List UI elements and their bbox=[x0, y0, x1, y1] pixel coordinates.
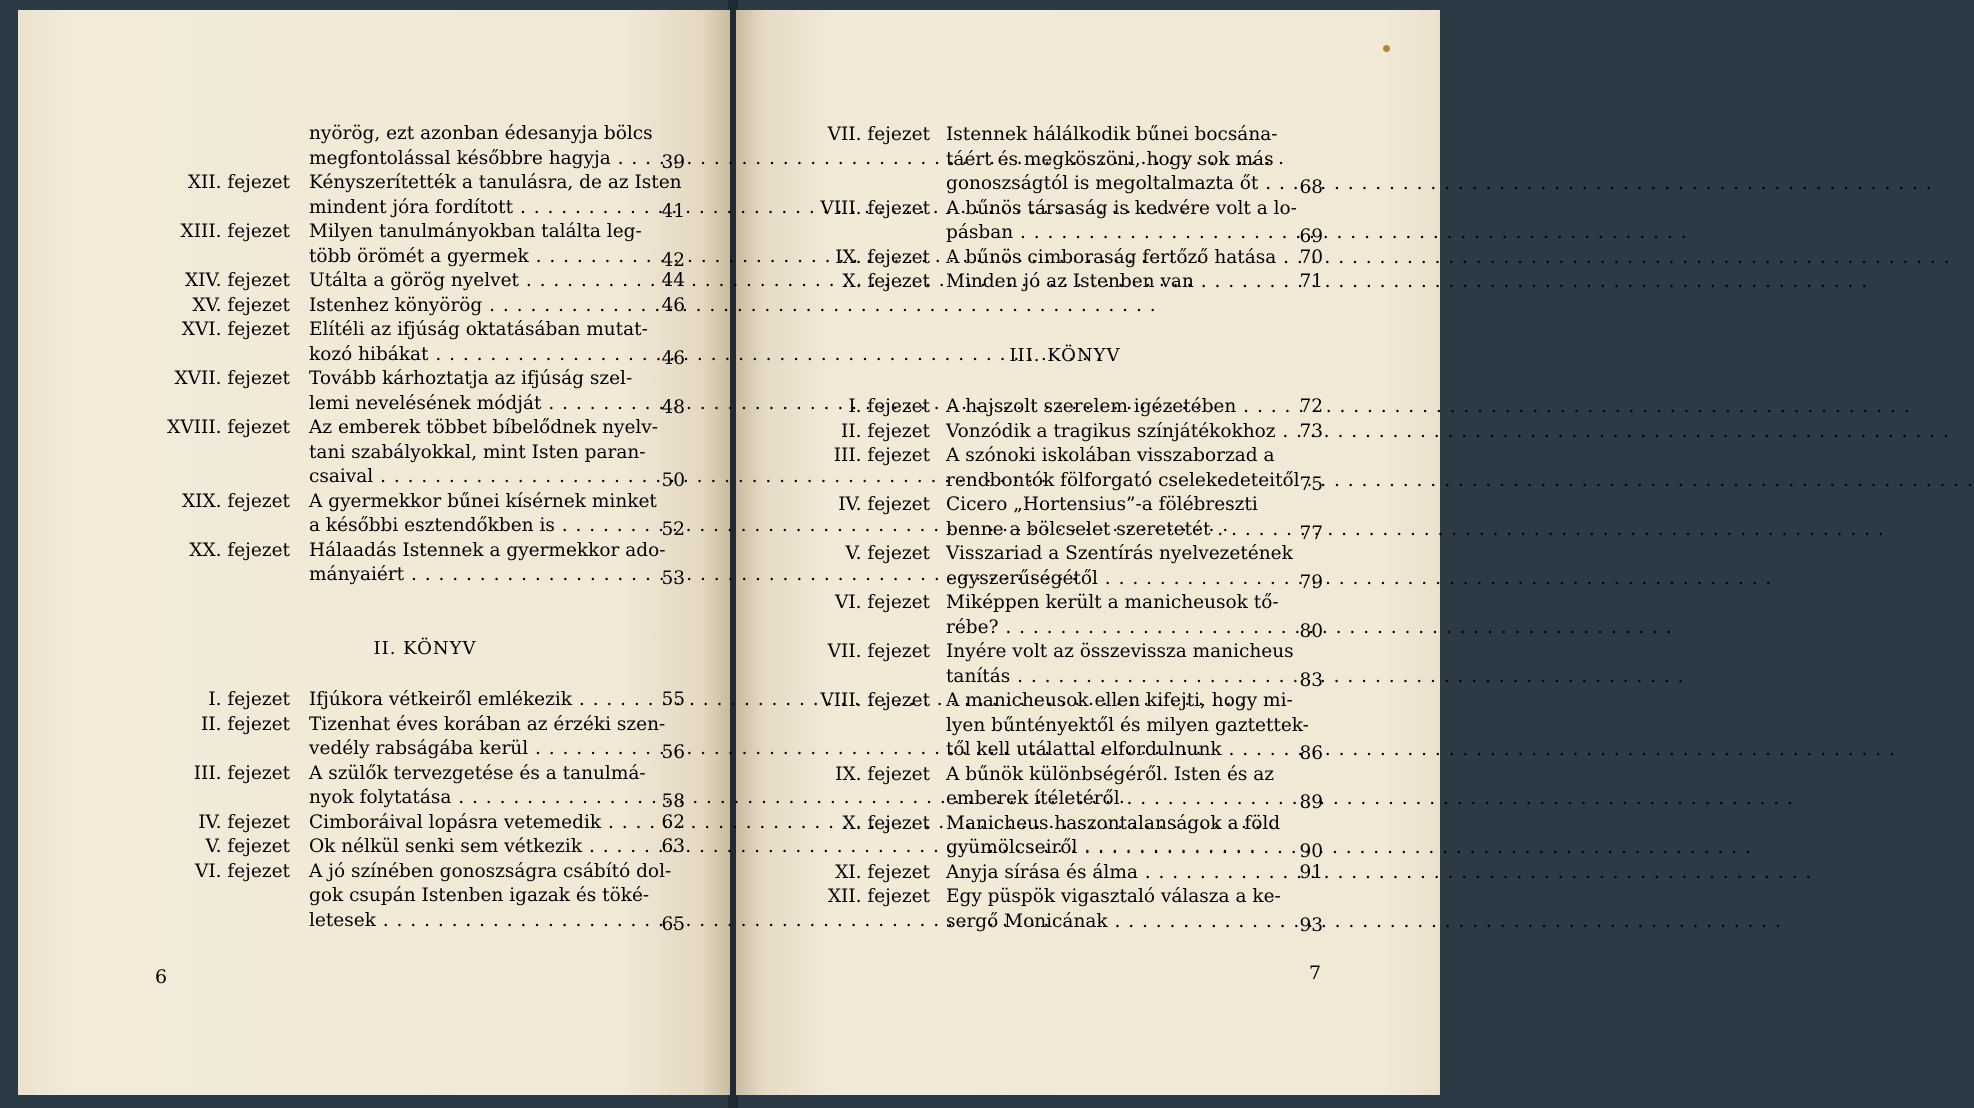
chapter-label: I. fejezet bbox=[848, 396, 930, 417]
toc-entry[interactable] bbox=[0, 246, 1447, 271]
page-reference: 73 bbox=[1299, 420, 1323, 442]
chapter-title-line: től kell utálattal elfordulnunk . . . bbox=[946, 738, 1274, 763]
chapter-title-line: mindent jóra fordított . . . bbox=[309, 196, 632, 221]
chapter-label: XIV. fejezet bbox=[185, 270, 290, 291]
page-reference: 55 bbox=[661, 689, 685, 710]
chapter-label: III. fejezet bbox=[193, 762, 290, 784]
page-reference: 48 bbox=[661, 396, 685, 418]
page-reference: 89 bbox=[1299, 792, 1323, 813]
chapter-title-line: Visszariad a Szentírás nyelvezetének bbox=[946, 543, 1293, 564]
chapter-title-line: A manicheusok ellen kifejti, hogy mi- bbox=[946, 690, 1293, 711]
page-reference: 93 bbox=[1299, 914, 1323, 936]
toc-entry[interactable] bbox=[0, 640, 1447, 689]
page-reference: 77 bbox=[1299, 522, 1323, 544]
page-reference: 70 bbox=[1299, 246, 1323, 268]
chapter-title-line: A bűnös társaság is kedvére volt a lo- bbox=[946, 197, 1297, 219]
right-book-heading: III. KÖNYV bbox=[1009, 345, 1121, 366]
chapter-title-line: rébe? . . . bbox=[946, 616, 1274, 641]
toc-entry[interactable] bbox=[0, 294, 1447, 319]
chapter-title-line: táért és megköszöni, hogy sok más bbox=[946, 148, 1274, 170]
chapter-title-line: Elítéli az ifjúság oktatásában mutat- bbox=[309, 319, 648, 340]
chapter-label: VII. fejezet bbox=[827, 124, 930, 145]
toc-entry[interactable] bbox=[0, 885, 1447, 934]
chapter-title-line: sergő Monicának . . . bbox=[946, 910, 1274, 935]
page-reference: 42 bbox=[661, 249, 685, 271]
chapter-title-line: csaival . . . bbox=[309, 465, 632, 490]
toc-entry[interactable] bbox=[0, 444, 1447, 493]
chapter-label: VI. fejezet bbox=[194, 860, 290, 882]
chapter-title-line: Az emberek többet bíbelődnek nyelv- bbox=[309, 417, 659, 438]
chapter-title-line: Egy püspök vigasztaló válasza a ke- bbox=[946, 886, 1281, 907]
chapter-label: XV. fejezet bbox=[192, 294, 290, 316]
chapter-title-line: A bűnös cimboraság fertőző hatása . . . bbox=[946, 246, 1274, 271]
chapter-label: XIX. fejezet bbox=[181, 490, 290, 512]
toc-entry[interactable] bbox=[0, 591, 1447, 640]
chapter-label: X. fejezet bbox=[842, 812, 930, 834]
page-reference: 90 bbox=[1299, 841, 1323, 862]
chapter-title-line: több örömét a gyermek . . . bbox=[309, 245, 632, 270]
toc-entry[interactable] bbox=[0, 542, 1447, 591]
chapter-title-line: Inyére volt az összevissza manicheus bbox=[946, 641, 1294, 662]
chapter-title-line: Ifjúkora vétkeiről emlékezik . . . bbox=[309, 688, 632, 713]
chapter-title-line: rendbontók fölforgató cselekedeteitől . . . bbox=[946, 469, 1274, 494]
left-page-number: 6 bbox=[155, 966, 168, 988]
toc-entry[interactable] bbox=[0, 420, 1447, 445]
chapter-title-line: A bűnök különbségéről. Isten és az bbox=[946, 763, 1275, 785]
chapter-label: XVI. fejezet bbox=[181, 319, 290, 340]
chapter-label: X. fejezet bbox=[842, 271, 930, 292]
chapter-title-line: Manicheus haszontalanságok a föld bbox=[946, 812, 1281, 834]
chapter-label: XII. fejezet bbox=[827, 886, 930, 907]
chapter-label: VIII. fejezet bbox=[820, 690, 930, 711]
chapter-title-line: pásban . . . bbox=[946, 221, 1274, 246]
chapter-title-line: Cimboráival lopásra vetemedik . . . bbox=[309, 811, 632, 836]
page-reference: 69 bbox=[1299, 226, 1323, 247]
chapter-label: IV. fejezet bbox=[198, 811, 290, 833]
chapter-title-line: a későbbi esztendőkben is . . . bbox=[309, 514, 632, 539]
page-reference: 91 bbox=[1299, 861, 1323, 883]
page-reference: 63 bbox=[661, 836, 685, 857]
right-page-number: 7 bbox=[1309, 962, 1322, 984]
chapter-title-line: Miképpen került a manicheusok tő- bbox=[946, 592, 1279, 613]
chapter-title-line: gok csupán Istenben igazak és töké- bbox=[309, 885, 650, 906]
page-reference: 62 bbox=[661, 811, 685, 833]
chapter-label: VIII. fejezet bbox=[820, 197, 930, 219]
chapter-label: XI. fejezet bbox=[835, 861, 930, 883]
chapter-label: VI. fejezet bbox=[834, 592, 930, 613]
page-reference: 53 bbox=[661, 568, 685, 589]
chapter-title-line: lemi nevelésének módját . . . bbox=[309, 392, 632, 417]
chapter-label: XII. fejezet bbox=[187, 172, 290, 193]
chapter-title-line: emberek ítéletéről . . . bbox=[946, 787, 1274, 812]
page-reference: 58 bbox=[661, 791, 685, 812]
chapter-title-line: lyen bűntényektől és milyen gaztettek- bbox=[946, 714, 1309, 736]
toc-entry[interactable] bbox=[0, 763, 1447, 812]
chapter-title-line: Milyen tanulmányokban találta leg- bbox=[309, 221, 642, 242]
chapter-title-line: vedély rabságába kerül . . . bbox=[309, 737, 632, 762]
chapter-title-line: gyümölcseiről . . . bbox=[946, 836, 1274, 861]
page-reference: 39 bbox=[661, 151, 685, 173]
chapter-label: II. fejezet bbox=[841, 420, 930, 442]
page-reference: 80 bbox=[1299, 620, 1323, 642]
chapter-title-line: Tizenhat éves korában az érzéki szen- bbox=[309, 713, 666, 735]
chapter-title-line: Kényszerítették a tanulásra, de az Isten bbox=[309, 172, 682, 193]
toc-entry[interactable] bbox=[0, 395, 1447, 420]
page-reference: 46 bbox=[661, 347, 685, 369]
chapter-title-line: nyok folytatása . . . bbox=[309, 786, 632, 811]
chapter-title-line: A szónoki iskolában visszaborzad a bbox=[946, 445, 1275, 466]
toc-entry[interactable] bbox=[0, 812, 1447, 861]
chapter-label: III. fejezet bbox=[833, 445, 930, 466]
chapter-label: I. fejezet bbox=[208, 689, 290, 710]
chapter-title-line: gonoszságtól is megoltalmazta őt . . . bbox=[946, 172, 1274, 197]
chapter-label: IX. fejezet bbox=[835, 763, 930, 785]
page-reference: 52 bbox=[661, 519, 685, 540]
left-book-heading: II. KÖNYV bbox=[373, 638, 477, 659]
chapter-label: V. fejezet bbox=[845, 543, 930, 564]
chapter-title-line: megfontolással későbbre hagyja . . . bbox=[309, 147, 632, 172]
chapter-title-line: Vonzódik a tragikus színjátékokhoz . . . bbox=[946, 420, 1274, 445]
page-reference: 65 bbox=[661, 913, 685, 935]
chapter-title-line: Istennek hálálkodik bűnei bocsána- bbox=[946, 124, 1278, 145]
chapter-label: XX. fejezet bbox=[189, 539, 290, 561]
chapter-title-line: nyörög, ezt azonban édesanyja bölcs bbox=[309, 123, 653, 144]
toc-entry[interactable] bbox=[0, 318, 1447, 367]
toc-entry[interactable] bbox=[0, 123, 1447, 197]
ink-spot bbox=[1383, 45, 1390, 52]
chapter-title-line: Tovább kárhoztatja az ifjúság szel- bbox=[309, 368, 633, 389]
chapter-title-line: kozó hibákat . . . bbox=[309, 343, 632, 368]
chapter-title-line: A jó színében gonoszságra csábító dol- bbox=[309, 860, 672, 882]
page-reference: 68 bbox=[1299, 177, 1323, 198]
chapter-title-line: Anyja sírása és álma . . . bbox=[946, 861, 1274, 886]
chapter-title-line: Hálaadás Istennek a gyermekkor ado- bbox=[309, 539, 666, 561]
chapter-title-line: A hajszolt szerelem igézetében . . . bbox=[946, 395, 1274, 420]
chapter-label: IV. fejezet bbox=[838, 494, 930, 515]
chapter-label: II. fejezet bbox=[201, 713, 290, 735]
chapter-title-line: Istenhez könyörög . . . bbox=[309, 294, 632, 319]
chapter-title-line: Utálta a görög nyelvet . . . bbox=[309, 269, 632, 294]
page-reference: 75 bbox=[1299, 473, 1323, 495]
chapter-title-line: Minden jó az Istenben van . . . bbox=[946, 270, 1274, 295]
chapter-label: V. fejezet bbox=[205, 836, 290, 857]
chapter-title-line: A gyermekkor bűnei kísérnek minket bbox=[309, 490, 657, 512]
toc-entry[interactable] bbox=[0, 689, 1447, 763]
chapter-title-line: A szülők tervezgetése és a tanulmá- bbox=[309, 762, 646, 784]
chapter-title-line: Ok nélkül senki sem vétkezik . . . bbox=[309, 835, 632, 860]
chapter-title-line: mányaiért . . . bbox=[309, 563, 632, 588]
chapter-title-line: tani szabályokkal, mint Isten paran- bbox=[309, 441, 646, 463]
page-reference: 46 bbox=[661, 294, 685, 316]
chapter-label: VII. fejezet bbox=[827, 641, 930, 662]
chapter-label: IX. fejezet bbox=[835, 246, 930, 268]
page-reference: 41 bbox=[661, 200, 685, 222]
toc-entry[interactable] bbox=[0, 861, 1447, 886]
chapter-title-line: benne a bölcselet szeretetét . . . bbox=[946, 518, 1274, 543]
chapter-label: XVIII. fejezet bbox=[167, 417, 290, 438]
chapter-title-line: letesek . . . bbox=[309, 909, 632, 934]
chapter-label: XVII. fejezet bbox=[174, 368, 290, 389]
chapter-label: XIII. fejezet bbox=[180, 221, 290, 242]
chapter-title-line: Cicero „Hortensius”-a fölébreszti bbox=[946, 494, 1258, 515]
page-reference: 79 bbox=[1299, 571, 1323, 593]
page-reference: 56 bbox=[661, 742, 685, 763]
page-reference: 50 bbox=[661, 470, 685, 491]
page-reference: 72 bbox=[1299, 396, 1323, 417]
toc-entry[interactable] bbox=[0, 197, 1447, 246]
toc-entry[interactable] bbox=[0, 493, 1447, 542]
chapter-title-line: egyszerűségétől . . . bbox=[946, 567, 1274, 592]
chapter-title-line: tanítás . . . bbox=[946, 665, 1274, 690]
page-reference: 71 bbox=[1299, 271, 1323, 292]
page-reference: 83 bbox=[1299, 669, 1323, 691]
toc-entry[interactable] bbox=[0, 270, 1447, 295]
page-reference: 86 bbox=[1299, 743, 1323, 764]
page-reference: 44 bbox=[661, 270, 685, 291]
